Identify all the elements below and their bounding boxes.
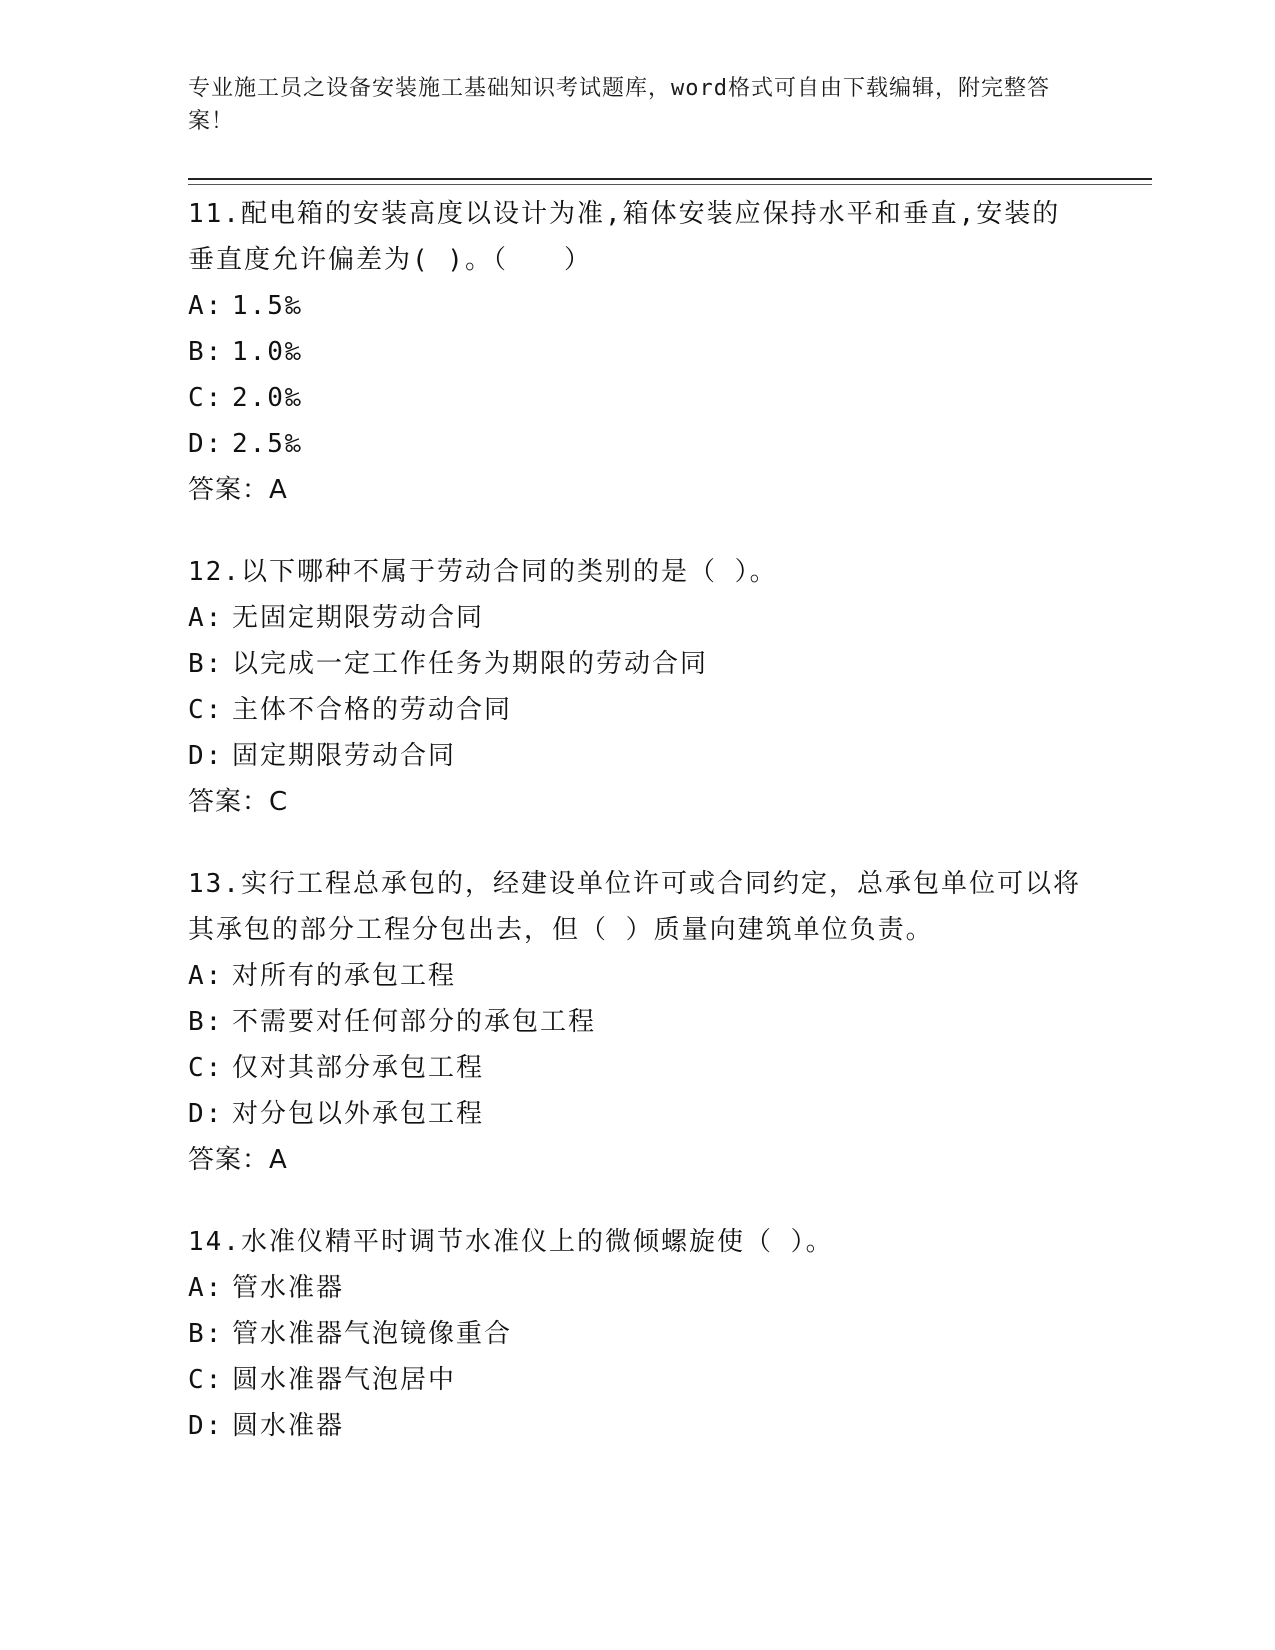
option-text: 固定期限劳动合同 — [232, 741, 457, 771]
option-letter: D: — [188, 741, 224, 771]
option-letter: D: — [188, 1099, 224, 1129]
option-a — [188, 1265, 1088, 1311]
option-text: 对分包以外承包工程 — [232, 1099, 485, 1129]
header-divider — [188, 178, 1152, 180]
option-letter: D: — [188, 1411, 224, 1441]
option-a — [188, 595, 1088, 641]
option-text: 以完成一定工作任务为期限的劳动合同 — [232, 649, 709, 679]
option-letter: D: — [188, 429, 224, 459]
question-12 — [188, 549, 1088, 825]
option-b — [188, 1311, 1088, 1357]
option-text: 2.0‰ — [232, 383, 303, 413]
option-letter: A: — [188, 291, 224, 321]
answer: 答案：A — [188, 1145, 288, 1175]
option-b — [188, 641, 1088, 687]
option-letter: B: — [188, 337, 224, 367]
option-letter: A: — [188, 1273, 224, 1303]
option-text: 管水准器 — [232, 1273, 345, 1303]
option-c — [188, 375, 1088, 421]
option-text: 圆水准器 — [232, 1411, 345, 1441]
answer: 答案：A — [188, 475, 288, 505]
option-letter: C: — [188, 1053, 224, 1083]
option-c — [188, 1045, 1088, 1091]
option-text: 1.0‰ — [232, 337, 303, 367]
option-letter: B: — [188, 1319, 224, 1349]
answer: 答案：C — [188, 787, 289, 817]
option-letter: A: — [188, 961, 224, 991]
option-d — [188, 1091, 1088, 1137]
option-letter: C: — [188, 695, 224, 725]
option-text: 不需要对任何部分的承包工程 — [232, 1007, 597, 1037]
option-text: 2.5‰ — [232, 429, 303, 459]
option-letter: C: — [188, 383, 224, 413]
option-text: 仅对其部分承包工程 — [232, 1053, 485, 1083]
option-text: 管水准器气泡镜像重合 — [232, 1319, 513, 1349]
option-text: 圆水准器气泡居中 — [232, 1365, 457, 1395]
option-text: 主体不合格的劳动合同 — [232, 695, 513, 725]
header-divider-thin — [188, 184, 1152, 185]
option-letter: A: — [188, 603, 224, 633]
question-11 — [188, 191, 1088, 513]
option-letter: B: — [188, 1007, 224, 1037]
question-stem: 12.以下哪种不属于劳动合同的类别的是（ ）。 — [188, 557, 778, 587]
option-b — [188, 999, 1088, 1045]
option-c — [188, 1357, 1088, 1403]
question-stem: 13.实行工程总承包的，经建设单位许可或合同约定，总承包单位可以将其承包的部分工程分包出去，但（ ）质量向建筑单位负责。 — [188, 869, 1081, 945]
option-b — [188, 329, 1088, 375]
option-c — [188, 687, 1088, 733]
question-13 — [188, 861, 1088, 1183]
page-header: 专业施工员之设备安装施工基础知识考试题库，word格式可自由下载编辑，附完整答案！ — [188, 76, 1050, 134]
option-d — [188, 733, 1088, 779]
option-text: 对所有的承包工程 — [232, 961, 457, 991]
question-stem: 14.水准仪精平时调节水准仪上的微倾螺旋使（ ）。 — [188, 1227, 834, 1257]
option-d — [188, 421, 1088, 467]
question-list — [188, 191, 1088, 1485]
option-text: 1.5‰ — [232, 291, 303, 321]
option-a — [188, 283, 1088, 329]
option-letter: C: — [188, 1365, 224, 1395]
option-letter: B: — [188, 649, 224, 679]
question-14 — [188, 1219, 1088, 1449]
option-text: 无固定期限劳动合同 — [232, 603, 485, 633]
option-d — [188, 1403, 1088, 1449]
question-stem: 11.配电箱的安装高度以设计为准,箱体安装应保持水平和垂直,安装的垂直度允许偏差为( )。（ ） — [188, 199, 1061, 275]
option-a — [188, 953, 1088, 999]
